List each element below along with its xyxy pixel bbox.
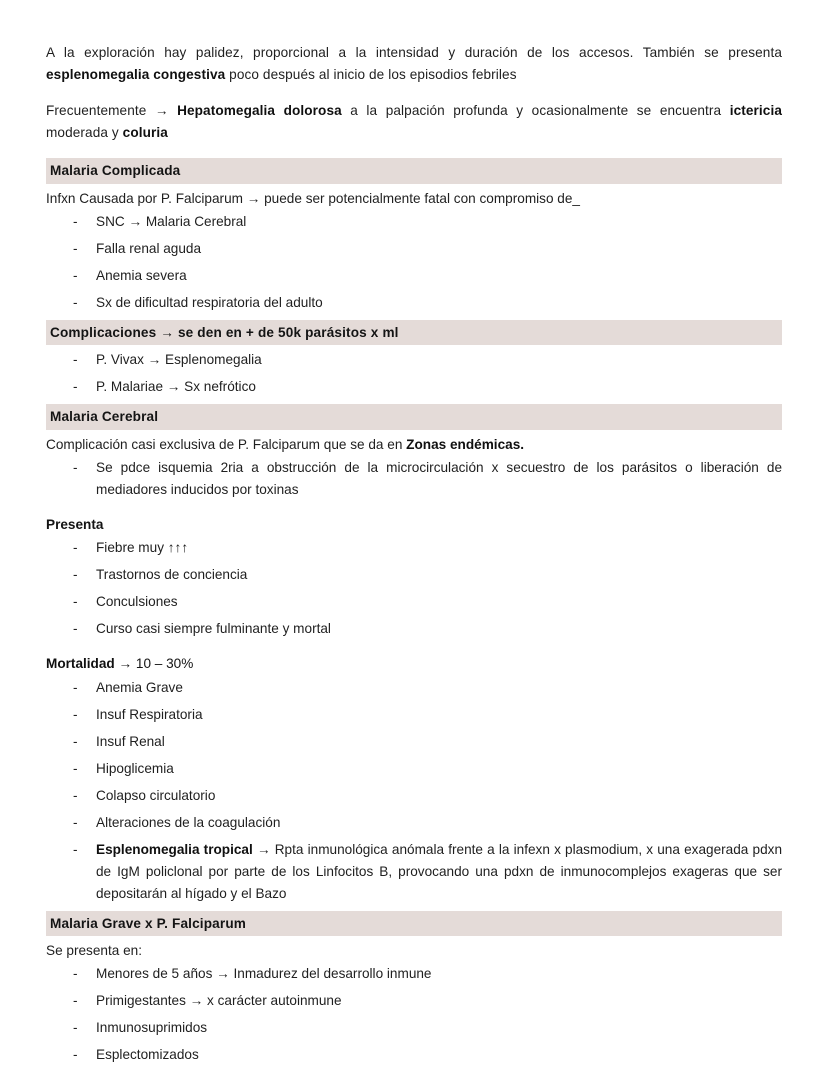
list-item: - SNC → Malaria Cerebral <box>46 211 782 233</box>
list-item: - Sx de dificultad respiratoria del adulto <box>46 292 782 314</box>
section-heading-malaria-grave: Malaria Grave x P. Falciparum <box>46 911 782 937</box>
malaria-grave-list <box>46 963 782 1066</box>
complicaciones-list <box>46 349 782 398</box>
malaria-cerebral-lead-bold: Zonas endémicas. <box>406 437 525 453</box>
intro-p1-bold: esplenomegalia congestiva <box>46 67 226 83</box>
malaria-cerebral-lead-text: Complicación casi exclusiva de P. Falciparum que se da en <box>46 437 407 453</box>
mortalidad-label: Mortalidad <box>46 656 115 672</box>
list-item-esplenomegalia-tropical <box>46 839 782 905</box>
list-item: - Anemia Grave <box>46 677 782 699</box>
list-item: - Menores de 5 años → Inmadurez del desarrollo inmune <box>46 963 782 985</box>
list-item: - Alteraciones de la coagulación <box>46 812 782 834</box>
list-item: - Falla renal aguda <box>46 238 782 260</box>
malaria-complicada-lead: Infxn Causada por P. Falciparum → puede ser potencialmente fatal con compromiso de_ <box>46 190 580 206</box>
mortalidad-value: → 10 – 30% <box>114 656 194 672</box>
list-item: - Conculsiones <box>46 591 782 613</box>
mortalidad-list <box>46 677 782 905</box>
subheading-presenta: Presenta <box>46 516 104 532</box>
intro-p1-text-part-1: A la exploración hay palidez, proporcional a la intensidad y duración de los accesos. También se presenta <box>46 45 782 60</box>
intro-p2-text-part-2: a la palpación profunda y ocasionalmente se encuentra <box>341 103 730 119</box>
list-item: - Hipoglicemia <box>46 758 782 780</box>
intro-p2-bold-3: coluria <box>122 125 168 141</box>
list-item: - Inmunosuprimidos <box>46 1017 782 1039</box>
list-item: - P. Malariae → Sx nefrótico <box>46 376 782 398</box>
list-item: - Se pdce isquemia 2ria a obstrucción de la microcirculación x secuestro de los parásitos o liberación de mediadores inducidos por toxinas <box>46 457 782 501</box>
list-item: - Primigestantes → x carácter autoinmune <box>46 990 782 1012</box>
list-item: - Curso casi siempre fulminante y mortal <box>46 618 782 640</box>
malaria-cerebral-lead <box>46 434 782 456</box>
list-item: - Insuf Renal <box>46 731 782 753</box>
section-heading-malaria-complicada: Malaria Complicada <box>46 158 782 184</box>
esplenomegalia-tropical-text: → Rpta inmunológica anómala frente a la infexn x plasmodium, x una exagerada pdxn de IgM policlonal por parte de los Linfocitos B, provocando una pdxn de inmunocomplejos exageras que ser depositarán al hígado y el Bazo <box>96 841 783 901</box>
list-item: - Anemia severa <box>46 265 782 287</box>
malaria-grave-lead: Se presenta en: <box>46 943 142 959</box>
list-item: - Insuf Respiratoria <box>46 704 782 726</box>
list-item: - Esplectomizados <box>46 1044 782 1066</box>
esplenomegalia-tropical-label: Esplenomegalia tropical <box>96 841 253 857</box>
intro-p2-bold-2: ictericia <box>729 103 782 119</box>
list-item: - Trastornos de conciencia <box>46 564 782 586</box>
section-heading-complicaciones: Complicaciones → se den en + de 50k parásitos x ml <box>46 320 782 346</box>
malaria-cerebral-list <box>46 457 782 501</box>
presenta-list <box>46 537 782 640</box>
subheading-mortalidad <box>46 654 782 674</box>
intro-p2-text-part-3: moderada y <box>46 125 123 141</box>
intro-p2-text-part-1: Frecuentemente → <box>46 103 178 119</box>
list-item: - Fiebre muy ↑↑↑ <box>46 537 782 559</box>
intro-p1-text-part-2: poco después al inicio de los episodios febriles <box>225 67 517 83</box>
intro-paragraph-2 <box>46 100 782 144</box>
intro-p2-bold-1: Hepatomegalia dolorosa <box>177 103 342 119</box>
malaria-complicada-list <box>46 211 782 314</box>
intro-paragraph-1 <box>46 42 782 86</box>
section-heading-malaria-cerebral: Malaria Cerebral <box>46 404 782 430</box>
list-item: - Colapso circulatorio <box>46 785 782 807</box>
list-item: - P. Vivax → Esplenomegalia <box>46 349 782 371</box>
